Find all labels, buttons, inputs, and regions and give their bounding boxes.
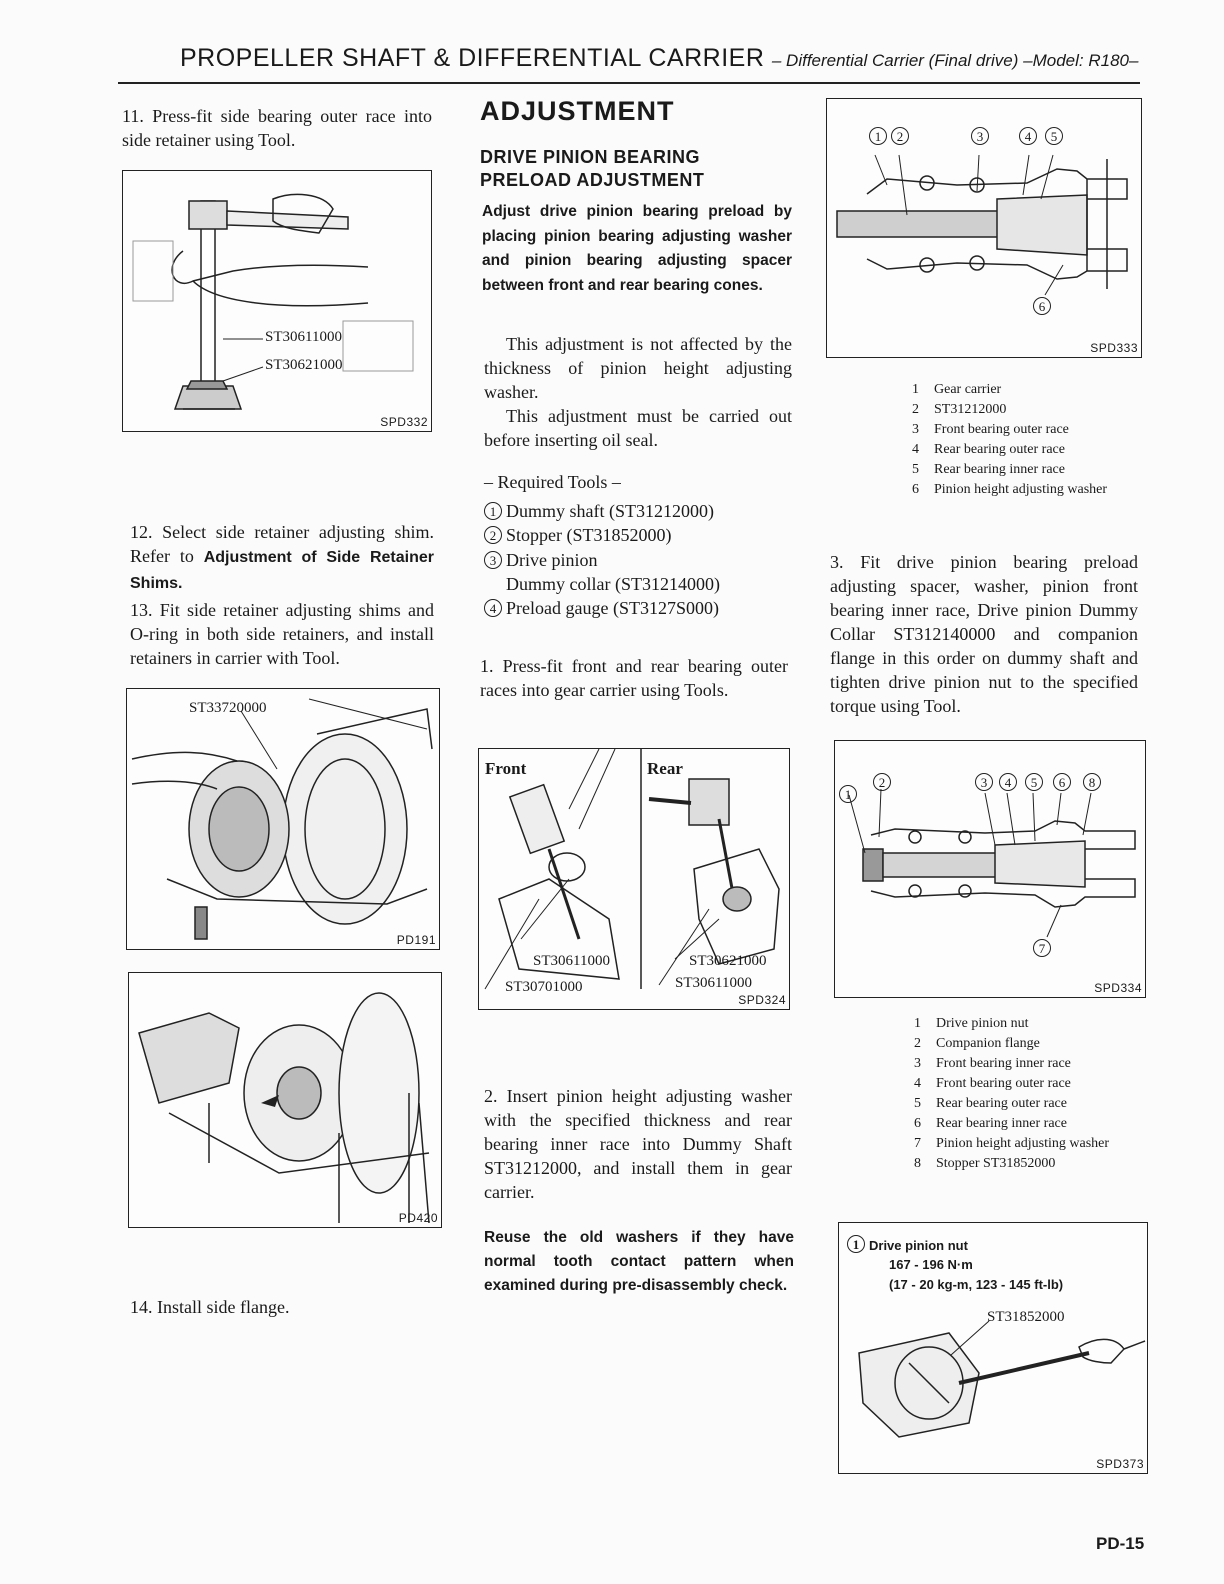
callout-5: 5 (1045, 127, 1067, 147)
legend-spd333 (912, 380, 1107, 500)
figure-pd191 (126, 688, 440, 950)
legend-item: 8 Stopper ST31852000 (914, 1156, 1056, 1171)
legend-item: 3 Front bearing inner race (914, 1056, 1071, 1071)
section-subheading: DRIVE PINION BEARING PRELOAD ADJUSTMENT (480, 147, 705, 190)
legend-spd334 (914, 1014, 1109, 1174)
torque-spec-1: 167 - 196 N·m (889, 1257, 973, 1272)
figure-spd373 (838, 1222, 1148, 1474)
step-14: 14. Install side flange. (130, 1297, 290, 1317)
callout-1: 1 (839, 785, 861, 805)
tool-label-front-1: ST30611000 (533, 953, 610, 969)
figure-code: PD191 (396, 933, 436, 947)
figure-spd324 (478, 748, 790, 1010)
tool-label: ST33720000 (189, 700, 267, 716)
outer-race-press-illustration (479, 749, 789, 1009)
step-12-text: 12. Select side retainer adjusting shim. Refer to (130, 522, 434, 566)
tools-title: – Required Tools – (484, 472, 621, 492)
bearing-press-illustration (123, 171, 431, 431)
figure-pd420 (128, 972, 442, 1228)
figure-spd334 (834, 740, 1146, 998)
callout-4: 4 (1019, 127, 1041, 147)
legend-item: 3 Front bearing outer race (912, 422, 1069, 437)
legend-item: 4 Rear bearing outer race (912, 442, 1065, 457)
page-number: PD-15 (1096, 1534, 1145, 1553)
step-13: 13. Fit side retainer adjusting shims and O-ring in both side retainers, and install retainers in carrier with Tool. (130, 600, 434, 668)
tool-label-1: ST30611000 (265, 329, 342, 345)
tool-item-1 (484, 499, 714, 523)
legend-item: 1 Gear carrier (912, 382, 1002, 397)
callout-5: 5 (1025, 773, 1047, 793)
tool-item-3b (506, 572, 720, 596)
legend-item: 2 ST31212000 (912, 402, 1007, 417)
page-header (180, 44, 1138, 73)
step-11: 11. Press-fit side bearing outer race into side retainer using Tool. (122, 106, 432, 150)
paragraph-1: This adjustment is not affected by the thickness of pinion height adjusting washer. (484, 334, 792, 402)
callout-number: 1 (847, 1235, 865, 1253)
callout-3: 3 (975, 773, 997, 793)
rear-label: Rear (647, 759, 683, 778)
carrier-assembly-illustration (129, 973, 441, 1227)
header-title: PROPELLER SHAFT & DIFFERENTIAL CARRIER (180, 44, 765, 72)
callout-1: 1 (869, 127, 891, 147)
section-heading: ADJUSTMENT (480, 96, 675, 126)
step-12-reference: Adjustment of Side Retainer Shims. (130, 549, 434, 592)
legend-item: 5 Rear bearing inner race (912, 462, 1065, 477)
tool-item-2 (484, 523, 672, 547)
tool-text: Dummy collar (ST31214000) (506, 574, 720, 594)
tool-label-rear-1: ST30621000 (689, 953, 767, 969)
callout-6: 6 (1033, 297, 1055, 317)
legend-item: 6 Rear bearing inner race (914, 1116, 1067, 1131)
retainer-install-illustration (127, 689, 439, 949)
step-1: 1. Press-fit front and rear bearing outer races into gear carrier using Tools. (480, 656, 788, 700)
callout-8: 8 (1083, 773, 1105, 793)
legend-item: 4 Front bearing outer race (914, 1076, 1071, 1091)
tool-label: ST31852000 (987, 1309, 1065, 1325)
tool-text: Drive pinion (506, 550, 598, 570)
step-2: 2. Insert pinion height adjusting washer with the specified thickness and rear bearing inner race into Dummy Shaft ST31212000, and install them in gear carrier. (484, 1086, 792, 1202)
tool-label-rear-2: ST30611000 (675, 975, 752, 991)
figure-spd333 (826, 98, 1142, 358)
tool-item-3 (484, 548, 598, 572)
header-rule (118, 82, 1140, 84)
torque-wrench-illustration (839, 1223, 1147, 1473)
header-subtitle: – Differential Carrier (Final drive) –Model: R180– (771, 51, 1139, 70)
callout-7: 7 (1033, 939, 1055, 959)
torque-title: 1 Drive pinion nut (847, 1235, 968, 1253)
tool-text: Stopper (ST31852000) (506, 525, 672, 545)
callout-6: 6 (1053, 773, 1075, 793)
figure-code: SPD324 (738, 993, 786, 1007)
step-12 (130, 520, 434, 596)
callout-4: 4 (999, 773, 1021, 793)
figure-code: SPD332 (380, 415, 428, 429)
callout-number: 3 (484, 551, 502, 569)
front-label: Front (485, 759, 527, 778)
figure-spd332 (122, 170, 432, 432)
figure-code: SPD333 (1090, 341, 1138, 355)
tool-label-2: ST30621000 (265, 357, 343, 373)
tool-label-front-2: ST30701000 (505, 979, 583, 995)
callout-2: 2 (891, 127, 913, 147)
tool-item-4 (484, 596, 719, 620)
legend-item: 2 Companion flange (914, 1036, 1040, 1051)
torque-spec-2: (17 - 20 kg-m, 123 - 145 ft-lb) (889, 1277, 1064, 1292)
tool-text: Preload gauge (ST3127S000) (506, 598, 719, 618)
legend-item: 6 Pinion height adjusting washer (912, 482, 1108, 497)
tool-text: Dummy shaft (ST31212000) (506, 501, 714, 521)
legend-item: 7 Pinion height adjusting washer (914, 1136, 1110, 1151)
step-3: 3. Fit drive pinion bearing preload adjusting spacer, washer, pinion front bearing inner race, Drive pinion Dummy Collar ST312140000 and companion flange in this order on dummy shaft and tighten drive pinion nut to the specified torque using Tool. (830, 552, 1138, 716)
intro-paragraph: Adjust drive pinion bearing preload by placing pinion bearing adjusting washer and pinion bearing adjusting spacer between front and rear bearing cones. (482, 203, 792, 294)
callout-number: 2 (484, 526, 502, 544)
callout-2: 2 (873, 773, 895, 793)
paragraph-2: This adjustment must be carried out before inserting oil seal. (484, 406, 792, 450)
figure-code: PD420 (398, 1211, 438, 1225)
note-paragraph: Reuse the old washers if they have normal tooth contact pattern when examined during pre-disassembly check. (484, 1229, 794, 1294)
legend-item: 5 Rear bearing outer race (914, 1096, 1067, 1111)
figure-code: SPD373 (1096, 1457, 1144, 1471)
callout-number: 4 (484, 599, 502, 617)
figure-code: SPD334 (1094, 981, 1142, 995)
legend-item: 1 Drive pinion nut (914, 1016, 1029, 1031)
callout-3: 3 (971, 127, 993, 147)
callout-number: 1 (484, 502, 502, 520)
